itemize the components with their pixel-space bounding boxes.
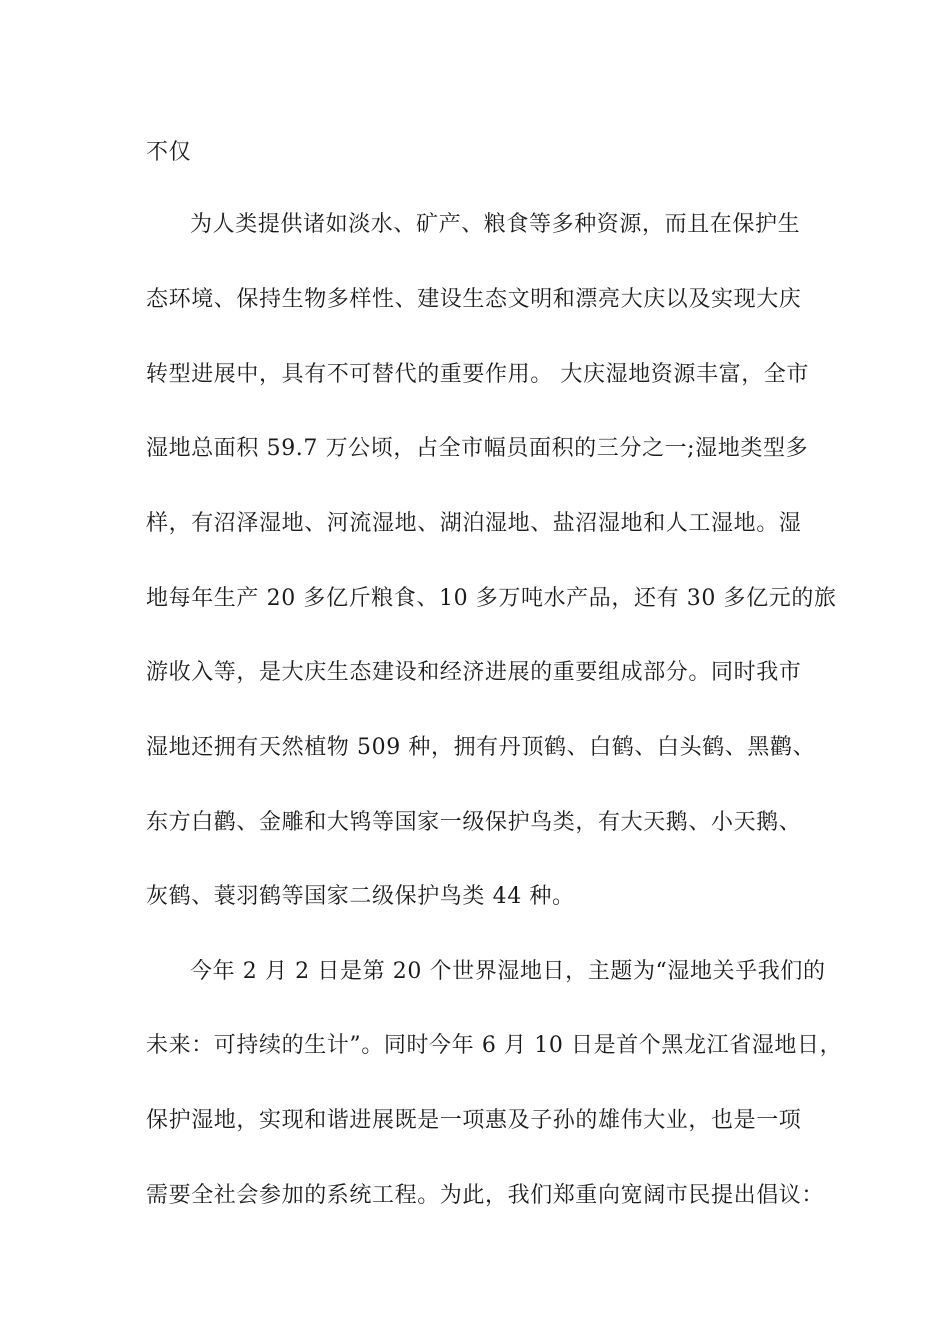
text-line: 样，有沼泽湿地、河流湿地、湖泊湿地、盐沼湿地和人工湿地。湿 <box>146 511 802 536</box>
text-line: 游收入等，是大庆生态建设和经济进展的重要组成部分。同时我市 <box>146 660 802 685</box>
text-line: 湿地还拥有天然植物 509 种，拥有丹顶鹤、白鹤、白头鹤、黑鹳、 <box>146 735 816 760</box>
paragraph-start-line: 为人类提供诸如淡水、矿产、粮食等多种资源，而且在保护生 <box>190 212 801 237</box>
text-line: 未来：可持续的生计”。同时今年 6 月 10 日是首个黑龙江省湿地日， <box>146 1033 843 1058</box>
text-line: 转型进展中，具有不可替代的重要作用。 大庆湿地资源丰富，全市 <box>146 362 809 387</box>
text-line: 灰鹤、蓑羽鹤等国家二级保护鸟类 44 种。 <box>146 884 575 909</box>
text-line: 保护湿地，实现和谐进展既是一项惠及子孙的雄伟大业，也是一项 <box>146 1108 802 1133</box>
text-line: 态环境、保持生物多样性、建设生态文明和漂亮大庆以及实现大庆 <box>146 287 802 312</box>
text-line: 东方白鹳、金雕和大鸨等国家一级保护鸟类，有大天鹅、小天鹅、 <box>146 810 802 835</box>
text-line: 地每年生产 20 多亿斤粮食、10 多万吨水产品，还有 30 多亿元的旅 <box>146 586 837 611</box>
paragraph-start-line: 今年 2 月 2 日是第 20 个世界湿地日，主题为“湿地关乎我们的 <box>190 959 826 984</box>
text-line: 湿地总面积 59.7 万公顷，占全市幅员面积的三分之一;湿地类型多 <box>146 436 809 461</box>
text-line: 需要全社会参加的系统工程。为此，我们郑重向宽阔市民提出倡议： <box>146 1183 825 1208</box>
text-line: 不仅 <box>146 140 192 165</box>
